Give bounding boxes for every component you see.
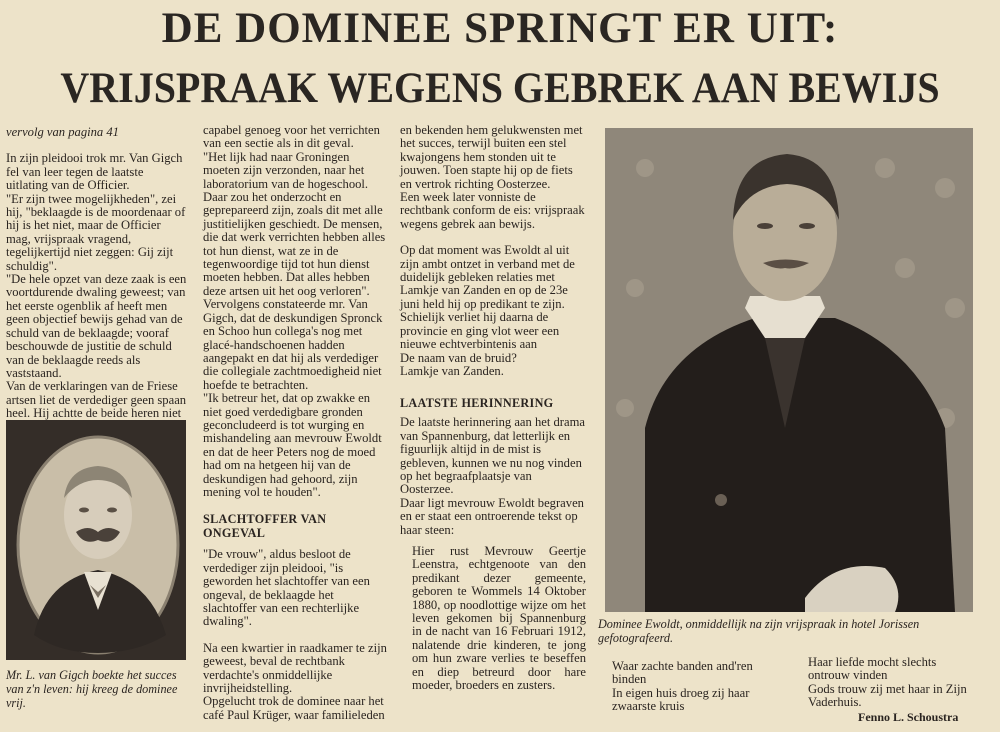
paragraph: "De hele opzet van deze zaak is een voortdurende dwaling geweest; van het eerste ogenblik af heeft men geen objectief bewijs gehad van de schuld van de beklaagde; vooraf beschouwde de justitie de schuld van de beklaagde reeds als vaststaand. xyxy=(6,272,187,380)
paragraph: "Het lijk had naar Groningen moeten zijn verzonden, naar het laboratorium van de hogeschool. Daar zou het onderzocht en geprepareerd zijn, zoals dit met alle justitielijken geschiedt. De mensen, die dat werk verrichten hebben alles tot hun dienst, wat ze in de tegenwoordige tijd tot hun dienst moeten hebben. Dat alles hebben deze artsen uit het oog verloren". xyxy=(203,149,386,298)
article-column-2 xyxy=(203,124,387,722)
kicker: vervolg van pagina 41 xyxy=(6,125,119,139)
subheading-slachtoffer: SLACHTOFFER VAN ONGEVAL xyxy=(203,512,327,541)
verse-line: In eigen huis droeg zij haar zwaarste kruis xyxy=(612,685,750,714)
headline-line-1: DE DOMINEE SPRINGT ER UIT: xyxy=(161,5,839,52)
verse-line: Haar liefde mocht slechts ontrouw vinden xyxy=(808,655,937,683)
paragraph: "Er zijn twee mogelijkheden", zei hij, "beklaagde is de moordenaar of hij is het niet, maar de Officier mag, vrijspraak vragend, tegelijkertijd niet zeggen: Gij zijt schuldig". xyxy=(6,191,186,273)
verse-line: Waar zachte banden and'ren binden xyxy=(612,659,753,687)
paragraph: Een week later vonniste de rechtbank conform de eis: vrijspraak wegens gebrek aan bewijs. xyxy=(400,190,585,231)
paragraph: "De vrouw", aldus besloot de verdediger zijn pleidooi, "is geworden het slachtoffer van een ongeval, de beklaagde het slachtoffer van een rechterlijke dwaling". xyxy=(203,547,370,629)
paragraph: In zijn pleidooi trok mr. Van Gigch fel van leer tegen de laatste uitlating van de Officier. xyxy=(6,151,183,193)
portrait-dominee-ewoldt-photo xyxy=(605,128,973,612)
verse-right xyxy=(808,656,978,710)
paragraph: "Ik betreur het, dat op zwakke en niet goed verdedigbare gronden geconcludeerd is tot wurging en mishandeling aan mevrouw Ewoldt en dat de heer Peters nog de moed had om na hetgeen hij van de deskundigen had gehoord, zijn mening vol te houden". xyxy=(203,391,382,499)
epitaph-text: Hier rust Mevrouw Geertje Leenstra, echtgenoote van den predikant dezer gemeente, geboren te Wommels 14 Oktober 1880, op noodlottige wijze om het leven gekomen bij Spannenburg in de nacht van 16 Februari 1912, nalatende drie kinderen, te jong om hun zware verlies te beseffen en diep betreurd door hare moeder, broeders en zusters. xyxy=(412,543,586,693)
subheading-laatste-herinnering: LAATSTE HERINNERING xyxy=(400,396,554,411)
paragraph: Op dat moment was Ewoldt al uit zijn ambt ontzet in verband met de duidelijk gebleken relaties met Lamkje van Zanden en op de 23e juni held hij op predikant te zijn. xyxy=(400,243,575,311)
paragraph: Vervolgens constateerde mr. Van Gigch, dat de deskundigen Spronck en Schoo hun collega's nog met glacé-handschoenen hadden aangepakt en dat hij als verdediger die collegiale zachtmoedigheid niet hoefde te betrachten. xyxy=(203,297,383,392)
verse-line: Gods trouw zij met haar in Zijn Vaderhuis. xyxy=(808,681,967,710)
paragraph: Na een kwartier in raadkamer te zijn geweest, beval de rechtbank verdachte's onmiddellijke invrijheidstelling. xyxy=(203,640,387,696)
article-column-1 xyxy=(6,126,188,421)
photo-caption-van-gigch: Mr. L. van Gigch boekte het succes van z'n leven: hij kreeg de dominee vrij. xyxy=(6,668,178,710)
verse-left xyxy=(612,660,782,714)
paragraph: en bekenden hem gelukwensten met het succes, terwijl buiten een stel kwajongens hem stonden uit te jouwen. Toen stapte hij op de fiets en vertrok richting Oosterzee. xyxy=(400,123,583,191)
paragraph: Schielijk verliet hij daarna de provincie en ging vlot weer een nieuwe echtverbintenis aan xyxy=(400,310,560,352)
paragraph: De naam van de bruid? xyxy=(400,350,517,365)
paragraph: Lamkje van Zanden. xyxy=(400,363,504,378)
paragraph: Van de verklaringen van de Friese artsen liet de verdediger geen spaan heel. Hij achtte de beide heren niet xyxy=(6,379,187,421)
paragraph: De laatste herinnering aan het drama van Spannenburg, dat letterlijk en figuurlijk altijd in de mist is gebleven, kunnen we nu nog vinden op het begraafplaatsje van Oosterzee. xyxy=(400,415,585,497)
photo-caption-ewoldt: Dominee Ewoldt, onmiddellijk na zijn vrijspraak in hotel Jorissen gefotografeerd. xyxy=(598,617,920,645)
paragraph: Daar ligt mevrouw Ewoldt begraven en er staat een ontroerende tekst op haar steen: xyxy=(400,495,584,537)
byline: Fenno L. Schoustra xyxy=(858,710,959,724)
article-column-3 xyxy=(400,124,586,692)
paragraph: Opgelucht trok de dominee naar het café Paul Krüger, waar familieleden xyxy=(203,694,385,722)
headline-line-2: VRIJSPRAAK WEGENS GEBREK AAN BEWIJS xyxy=(60,65,940,112)
portrait-van-gigch-photo xyxy=(6,420,186,660)
paragraph: capabel genoeg voor het verrichten van een sectie als in dit geval. xyxy=(203,123,380,151)
